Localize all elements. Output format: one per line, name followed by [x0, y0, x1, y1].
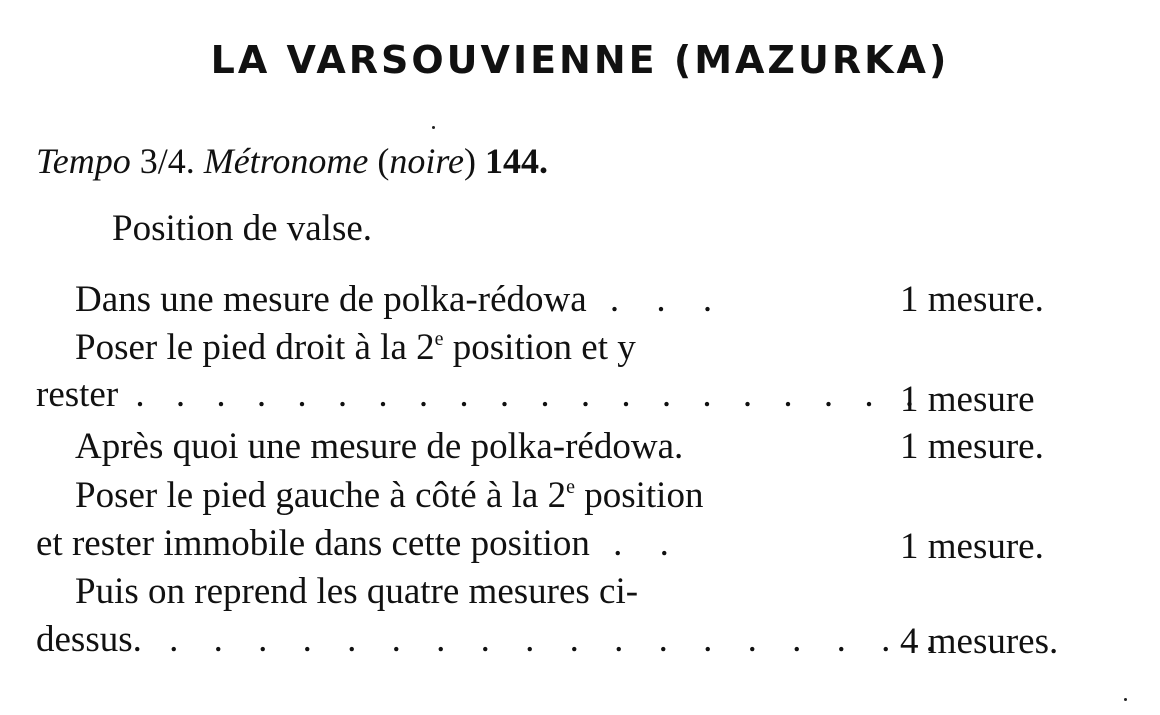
measure-count: 1 mesure.	[900, 426, 1044, 467]
line-text: dessus.	[36, 619, 142, 660]
leader-dots: . . . . . . . . . . . . . . . . . .	[169, 619, 948, 660]
leader-dots: . . . . . . . . . . . . . . . . . . . .	[135, 374, 926, 415]
instruction-line	[75, 572, 638, 612]
line-text: Après quoi une mesure de polka-rédowa.	[75, 426, 684, 467]
instruction-line	[36, 375, 925, 415]
page-title: LA VARSOUVIENNE (MAZURKA)	[210, 38, 950, 82]
line-text: position	[574, 475, 704, 516]
tempo-word: Tempo	[36, 141, 131, 181]
instruction-line	[75, 328, 636, 368]
instruction-line	[36, 524, 683, 564]
measure-count: 1 mesure.	[900, 526, 1044, 567]
paren-close: )	[464, 141, 476, 181]
tempo-line	[36, 140, 548, 182]
leader-dots: . .	[613, 523, 683, 564]
instruction-line	[75, 427, 683, 467]
print-speck	[432, 126, 435, 129]
metronome-word: Métronome	[203, 141, 369, 181]
line-text: Puis on reprend les quatre mesures ci-	[75, 571, 639, 612]
measure-count: 1 mesure	[900, 379, 1035, 420]
noire-word: noire	[389, 141, 464, 181]
measure-count: 1 mesure.	[900, 279, 1044, 320]
instruction-line	[75, 280, 726, 320]
line-text: et rester immobile dans cette position	[36, 523, 590, 564]
leader-dots: . . .	[609, 279, 727, 320]
metronome-value: 144.	[485, 141, 548, 181]
line-text: Dans une mesure de polka-rédowa	[75, 279, 587, 320]
time-signature: 3/4.	[139, 141, 195, 181]
line-text: Poser le pied droit à la 2	[75, 327, 435, 368]
position-label: Position de valse.	[112, 208, 373, 249]
print-speck	[1124, 698, 1127, 701]
measure-count: 4 mesures.	[900, 621, 1059, 662]
instruction-line	[36, 620, 948, 660]
instruction-line	[75, 476, 703, 516]
ordinal-superscript: e	[434, 328, 444, 350]
line-text: Poser le pied gauche à côté à la 2	[75, 475, 567, 516]
line-text: rester	[36, 374, 119, 415]
ordinal-superscript: e	[566, 476, 575, 498]
line-text: position et y	[443, 327, 636, 368]
paren-open: (	[377, 141, 390, 181]
